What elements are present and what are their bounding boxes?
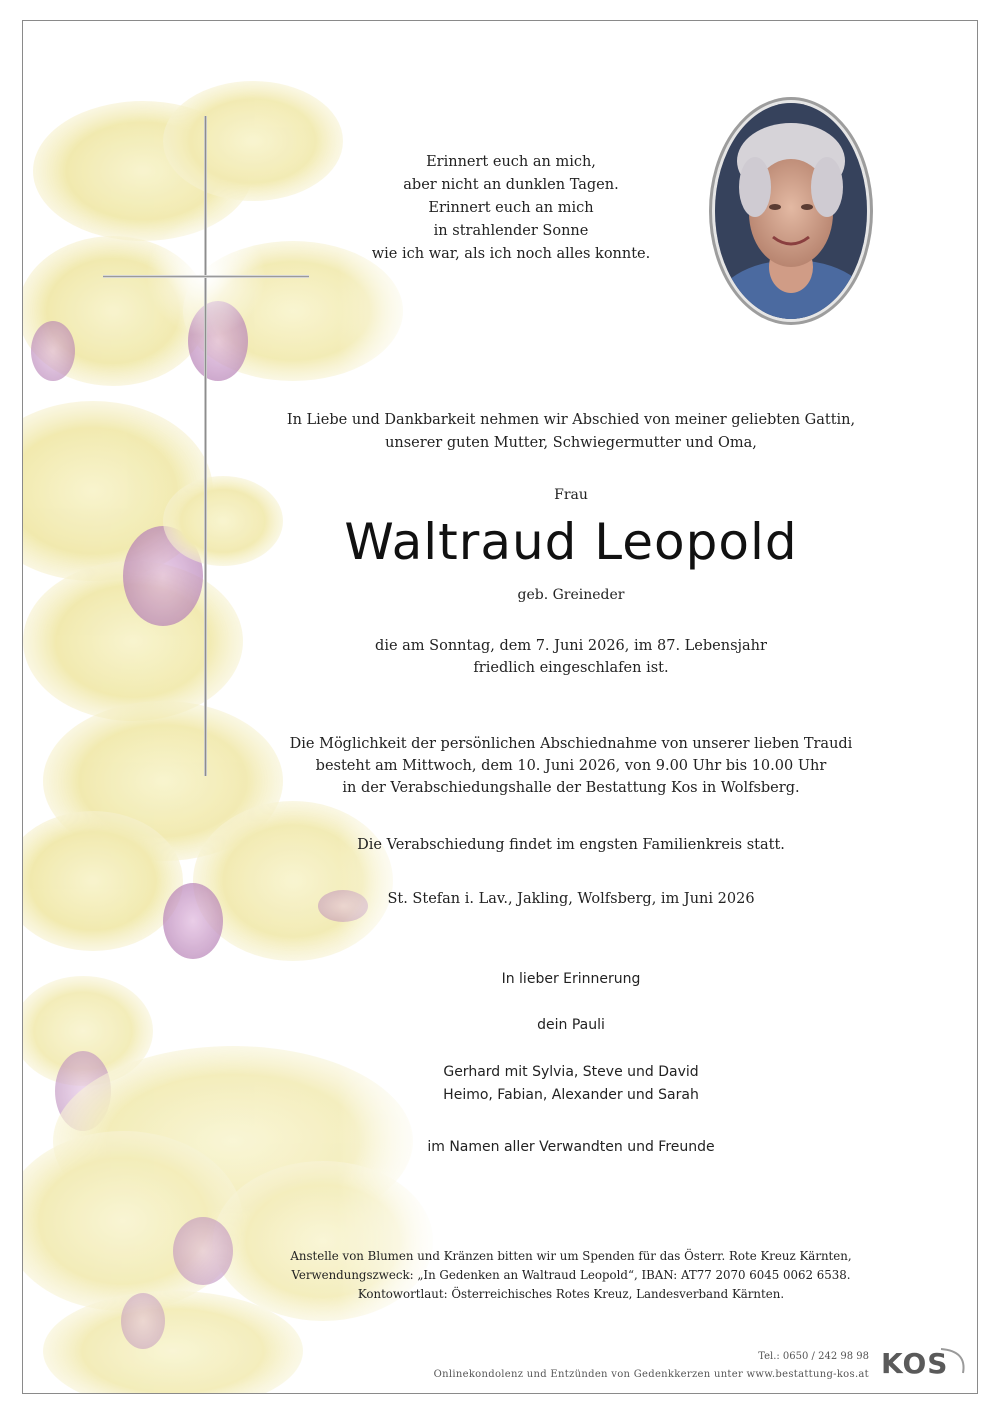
family-lines: [231, 1061, 911, 1107]
farewell-notice: Die Verabschiedung findet im engsten Familienkreis statt.: [357, 837, 785, 853]
viewing-notice: [231, 733, 911, 799]
death-notice: [231, 635, 911, 679]
poem: [261, 151, 761, 266]
family-line: Gerhard mit Sylvia, Steve und David: [443, 1064, 699, 1080]
relatives-line: im Namen aller Verwandten und Freunde: [427, 1139, 715, 1155]
logo-text: KOS: [881, 1347, 949, 1380]
obituary-card: [22, 20, 978, 1394]
donation-notice: [231, 1247, 911, 1304]
donation-line: Verwendungszweck: „In Gedenken an Waltraud Leopold“, IBAN: AT77 2070 6045 0062 6538.: [291, 1268, 851, 1282]
family-line: Heimo, Fabian, Alexander und Sarah: [443, 1087, 699, 1103]
memory-line: In lieber Erinnerung: [501, 971, 641, 987]
spouse-line: dein Pauli: [537, 1017, 605, 1033]
viewing-line: in der Verabschiedungshalle der Bestattung Kos in Wolfsberg.: [342, 780, 800, 796]
deceased-name: Waltraud Leopold: [344, 513, 798, 571]
intro-text: [231, 409, 911, 455]
viewing-line: Die Möglichkeit der persönlichen Abschiednahme von unserer lieben Traudi: [289, 736, 853, 752]
donation-line: Anstelle von Blumen und Kränzen bitten wir um Spenden für das Österr. Rote Kreuz Kärnten,: [290, 1249, 852, 1263]
intro-line: unserer guten Mutter, Schwiegermutter und Oma,: [385, 435, 757, 451]
viewing-line: besteht am Mittwoch, dem 10. Juni 2026, von 9.00 Uhr bis 10.00 Uhr: [315, 758, 827, 774]
poem-line: in strahlender Sonne: [433, 223, 589, 239]
poem-line: Erinnert euch an mich: [428, 200, 594, 216]
poem-line: aber nicht an dunklen Tagen.: [403, 177, 619, 193]
footer-website: Onlinekondolenz und Entzünden von Gedenkkerzen unter www.bestattung-kos.at: [433, 1369, 869, 1380]
donation-line: Kontowortlaut: Österreichisches Rotes Kreuz, Landesverband Kärnten.: [357, 1287, 785, 1301]
place-date: St. Stefan i. Lav., Jakling, Wolfsberg, im Juni 2026: [387, 891, 755, 907]
intro-line: In Liebe und Dankbarkeit nehmen wir Abschied von meiner geliebten Gattin,: [286, 412, 856, 428]
footer-phone: Tel.: 0650 / 242 98 98: [758, 1351, 869, 1362]
birth-name: geb. Greineder: [517, 587, 625, 603]
death-line: die am Sonntag, dem 7. Juni 2026, im 87. Lebensjahr: [375, 638, 767, 654]
portrait-photo: [707, 95, 875, 327]
kos-logo: [881, 1339, 971, 1389]
poem-line: wie ich war, als ich noch alles konnte.: [371, 246, 651, 262]
poem-line: Erinnert euch an mich,: [426, 154, 596, 170]
death-line: friedlich eingeschlafen ist.: [473, 660, 669, 676]
deceased-title: Frau: [554, 487, 588, 503]
